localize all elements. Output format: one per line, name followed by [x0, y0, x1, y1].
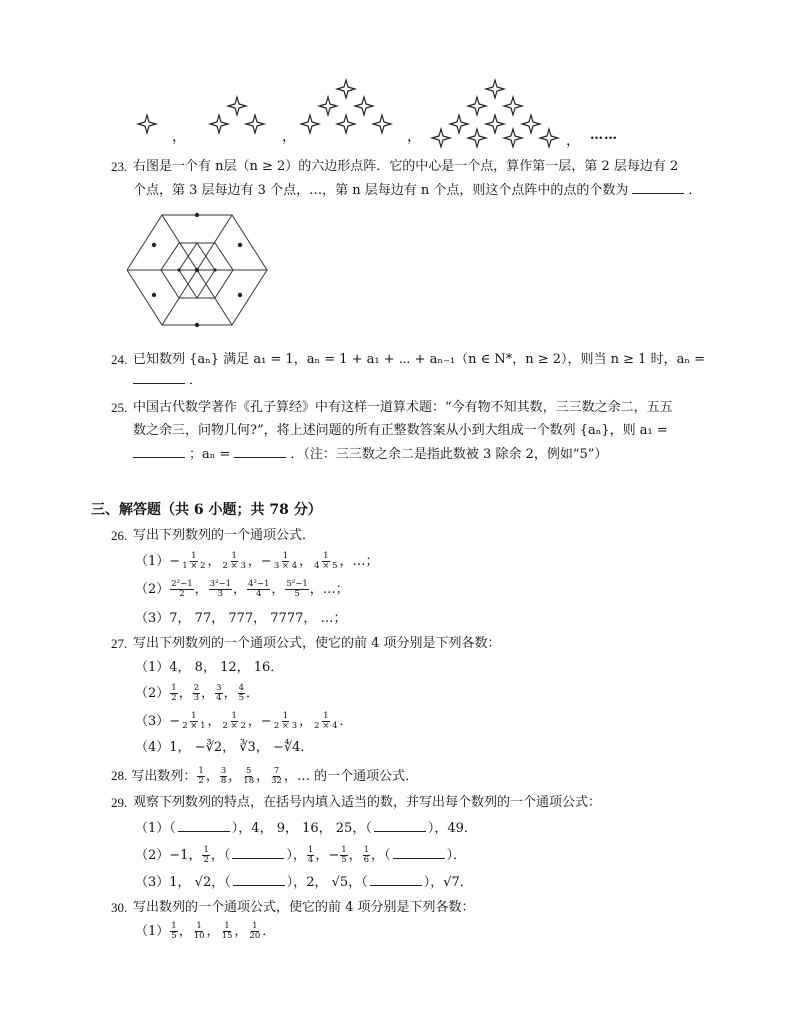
part-text: 1， −∛2， ∛3， −∜4． [169, 740, 314, 755]
numerator: 1 [307, 845, 314, 855]
fraction [181, 552, 206, 571]
denominator: 4 [216, 693, 222, 703]
denominator: 4 × 5 [314, 561, 338, 571]
tail: ，…； [309, 582, 349, 597]
star-group-1 [138, 115, 156, 133]
numerator: 1 [191, 551, 197, 561]
numerator: 3²−1 [209, 579, 232, 589]
q23-line2-text: 个点，第 3 层每边有 3 个点，…，第 n 层每边有 n 个点，则这个点阵中的点的个数为 [133, 183, 629, 198]
part-text: ，（ [210, 848, 231, 863]
tail: ，…； [339, 554, 379, 569]
part-4 [135, 738, 313, 758]
part-text: ，（ [371, 848, 391, 863]
fraction [215, 684, 222, 703]
denominator: 3 [193, 693, 200, 703]
fraction [273, 712, 298, 731]
part-2: （2） $\frac{\text{2²−1}}{2}$ ， $\frac{\text{3²−1}}{3}$ ， $\frac{\text{4²−1}}{4}$ ， $\frac{\text{5²−1}}{5}$ ，…； [135, 579, 349, 599]
part-2: （2） $\frac{1}{2}$ ， $\frac{2}{3}$ ， $\frac{3}{4}$ ， $\frac{4}{5}$ ． [135, 683, 260, 703]
numerator: 1 [363, 845, 370, 855]
question-stem: 写出下列数列的一个通项公式，使它的前 4 项分别是下列各数： [133, 636, 501, 651]
question-text-line1: 右图是一个有 n层（n ≥ 2）的六边形点阵．它的中心是一个点，算作第一层，第 2 层每边有 2 [133, 159, 679, 174]
numerator: 1 [224, 921, 230, 931]
numerator: 5 [245, 766, 252, 776]
ellipsis: …… [590, 128, 618, 143]
q25-line3b: ．（注：三三数之余二是指此数被 3 除余 2，例如“5”） [290, 447, 608, 462]
part-text: ）． [446, 848, 467, 863]
fraction [363, 846, 370, 865]
part-text: −1， [169, 848, 202, 863]
numerator: 2 [193, 683, 200, 693]
fraction [273, 552, 298, 571]
numerator: 1 [282, 551, 289, 561]
numerator: 4²−1 [248, 579, 270, 589]
fraction [242, 767, 255, 786]
fraction [209, 580, 232, 599]
fraction [340, 846, 347, 865]
fraction [222, 552, 247, 571]
part-1 [135, 658, 283, 678]
tail: ，… 的一个通项公式． [283, 769, 419, 784]
fraction [222, 712, 247, 731]
question-number: 27. [111, 636, 128, 651]
denominator: 18 [243, 776, 255, 786]
fraction [270, 767, 283, 786]
fraction [181, 712, 206, 731]
part-label: （1） [135, 821, 170, 836]
sign: − [260, 714, 272, 729]
star-pattern-sequence [0, 0, 794, 150]
part-text: ），√7． [423, 875, 473, 890]
question-text-line3 [133, 444, 607, 465]
fraction [285, 580, 308, 599]
denominator: 2 × 4 [314, 721, 338, 731]
fraction [248, 922, 261, 941]
separator-4: ， [566, 133, 580, 149]
question-stem: 写出数列： [131, 769, 197, 784]
fraction [197, 767, 204, 786]
part-label: （1） [135, 554, 170, 569]
numerator: 1 [231, 551, 237, 561]
numerator: 1 [171, 683, 177, 693]
question-number: 28. [111, 768, 128, 783]
fill-blank [374, 818, 426, 832]
sign: − [260, 554, 272, 569]
part-label: （1） [135, 924, 170, 939]
denominator: 2 [198, 776, 204, 786]
numerator: 1 [231, 711, 237, 721]
numerator: 1 [196, 921, 202, 931]
hexagon-lattice-figure [127, 208, 277, 333]
question-number: 26. [111, 528, 128, 543]
fraction [313, 712, 338, 731]
denominator: 4 [307, 855, 314, 865]
numerator: 4 [238, 683, 245, 693]
question-stem: 观察下列数列的特点，在括号内填入适当的数，并写出每个数列的一个通项公式： [133, 795, 602, 810]
numerator: 1 [323, 711, 329, 721]
denominator: 2 × 1 [182, 721, 206, 731]
question-text-line2 [133, 180, 701, 201]
part-label: （4） [135, 740, 170, 755]
q24-end: ． [189, 373, 203, 388]
denominator: 10 [193, 931, 205, 941]
numerator: 1 [198, 766, 204, 776]
sign: − [169, 714, 181, 729]
denominator: 3 [217, 589, 224, 599]
denominator: 2 × 2 [222, 721, 246, 731]
separator-1: ， [172, 129, 186, 145]
denominator: 2 [171, 693, 177, 703]
numerator: 1 [341, 845, 347, 855]
numerator: 1 [323, 551, 329, 561]
numerator: 1 [203, 845, 209, 855]
q25-line3a: ；aₙ = [189, 447, 231, 462]
fraction [220, 767, 227, 786]
part-2: （2）−1， $\frac{1}{2}$ ，（ ）， $\frac{1}{4}$ ，− $\frac{1}{5}$ ， $\frac{1}{6}$ ，（ ）． [135, 845, 467, 865]
denominator: 5 [294, 589, 300, 599]
answer-blank-a1 [133, 444, 185, 458]
question-number: 23. [111, 159, 128, 174]
fraction [193, 922, 206, 941]
part-1: （1）− $\frac{1}{1 \times 2}$ ， $\frac{1}{2 \times 3}$ ，− $\frac{1}{3 \times 4}$ ， $\frac{1}{4 \times 5}$ ，…； [135, 551, 379, 571]
part-text: ）， [286, 848, 306, 863]
numerator: 3 [220, 766, 227, 776]
question-stem: 写出数列的一个通项公式，使它的前 4 项分别是下列各数： [133, 900, 475, 915]
separator-3: ， [407, 129, 421, 145]
question-number: 24. [111, 352, 128, 367]
part-text: 4， 8， 12， 16． [169, 660, 284, 675]
denominator: 2 × 3 [222, 561, 246, 571]
part-label: （2） [135, 848, 170, 863]
answer-blank-an [234, 444, 286, 458]
part-1 [135, 818, 477, 839]
fill-blank [393, 845, 445, 859]
denominator: 4 [256, 589, 262, 599]
question-text-line1: 已知数列 {aₙ} 满足 a₁ = 1，aₙ = 1 + a₁ + ⋯ + aₙ₋₁（n ∈ N*，n ≥ 2），则当 n ≥ 1 时，aₙ = [133, 352, 705, 367]
answer-blank [133, 370, 185, 384]
denominator: 8 [220, 776, 227, 786]
fraction [170, 580, 193, 599]
numerator: 1 [171, 921, 177, 931]
denominator: 5 [341, 855, 347, 865]
part-text: ），4， 9， 16， 25，（ [231, 821, 372, 836]
part-label: （2） [135, 686, 170, 701]
denominator: 2 [179, 589, 185, 599]
question-line: 28. 写出数列： $\frac{1}{2}$ ， $\frac{3}{8}$ ， $\frac{5}{18}$ ， $\frac{7}{32}$ ，… 的一个通项公式． [111, 766, 419, 786]
part-label: （2） [135, 582, 170, 597]
question-text-line2: 数之余三，问物几何?”，将上述问题的所有正整数答案从小到大组成一个数列 {aₙ}，则 a₁ = [133, 423, 668, 438]
fraction [238, 684, 245, 703]
denominator: 6 [363, 855, 370, 865]
fill-blank [233, 872, 285, 886]
denominator: 20 [249, 931, 261, 941]
star-group-3 [301, 80, 391, 133]
question-stem: 写出下列数列的一个通项公式． [133, 528, 316, 543]
question-text-line1: 中国古代数学著作《孔子算经》中有这样一道算术题：“今有物不知其数，三三数之余二，五五 [133, 400, 673, 415]
numerator: 5²−1 [286, 579, 308, 589]
part-label: （3） [135, 714, 170, 729]
question-number: 29. [111, 795, 128, 810]
denominator: 15 [221, 931, 233, 941]
numerator: 2²−1 [171, 579, 193, 589]
denominator: 1 × 2 [182, 561, 206, 571]
denominator: 5 [238, 693, 245, 703]
fraction [247, 580, 270, 599]
part-text: 7， 77， 777， 7777， …； [169, 611, 347, 626]
part-3: （3）− $\frac{1}{2 \times 1}$ ， $\frac{1}{2 \times 2}$ ，− $\frac{1}{2 \times 3}$ ， $\frac{1}{2 \times 4}$ ． [135, 711, 353, 731]
fraction [170, 922, 177, 941]
denominator: 2 × 3 [273, 721, 298, 731]
question-number: 30. [111, 900, 128, 915]
question-text-line2 [133, 370, 202, 391]
part-text: ），2， √5，（ [286, 875, 368, 890]
q23-end: ． [688, 183, 702, 198]
denominator: 2 [203, 855, 209, 865]
open-paren: （ [169, 821, 176, 836]
denominator: 3 × 4 [273, 561, 298, 571]
numerator: 1 [282, 711, 289, 721]
denominator: 32 [271, 776, 282, 786]
fill-blank [232, 845, 284, 859]
fraction [307, 846, 314, 865]
fraction [313, 552, 338, 571]
fraction [221, 922, 234, 941]
part-text: ），49． [427, 821, 477, 836]
numerator: 7 [273, 766, 280, 776]
answer-blank [632, 180, 684, 194]
part-3 [135, 872, 473, 893]
separator-2: ， [282, 129, 296, 145]
part-label: （3） [135, 611, 170, 626]
question-number: 25. [111, 400, 128, 415]
numerator: 3 [216, 683, 222, 693]
sign: − [169, 554, 181, 569]
part-label: （3） [135, 875, 170, 890]
fraction [202, 846, 209, 865]
fill-blank [178, 818, 230, 832]
part-3 [135, 609, 347, 629]
star-group-4 [432, 80, 558, 147]
part-1: （1） $\frac{1}{5}$ ， $\frac{1}{10}$ ， $\frac{1}{15}$ ， $\frac{1}{20}$ ． [135, 921, 276, 941]
part-text: 1， √2，（ [169, 875, 231, 890]
numerator: 1 [252, 921, 258, 931]
star-group-2 [210, 97, 264, 133]
section-title: 三、解答题（共 6 小题；共 78 分） [91, 502, 322, 518]
numerator: 1 [191, 711, 197, 721]
fraction [170, 684, 177, 703]
part-label: （1） [135, 660, 170, 675]
fill-blank [370, 872, 422, 886]
fraction [193, 684, 200, 703]
denominator: 5 [171, 931, 177, 941]
